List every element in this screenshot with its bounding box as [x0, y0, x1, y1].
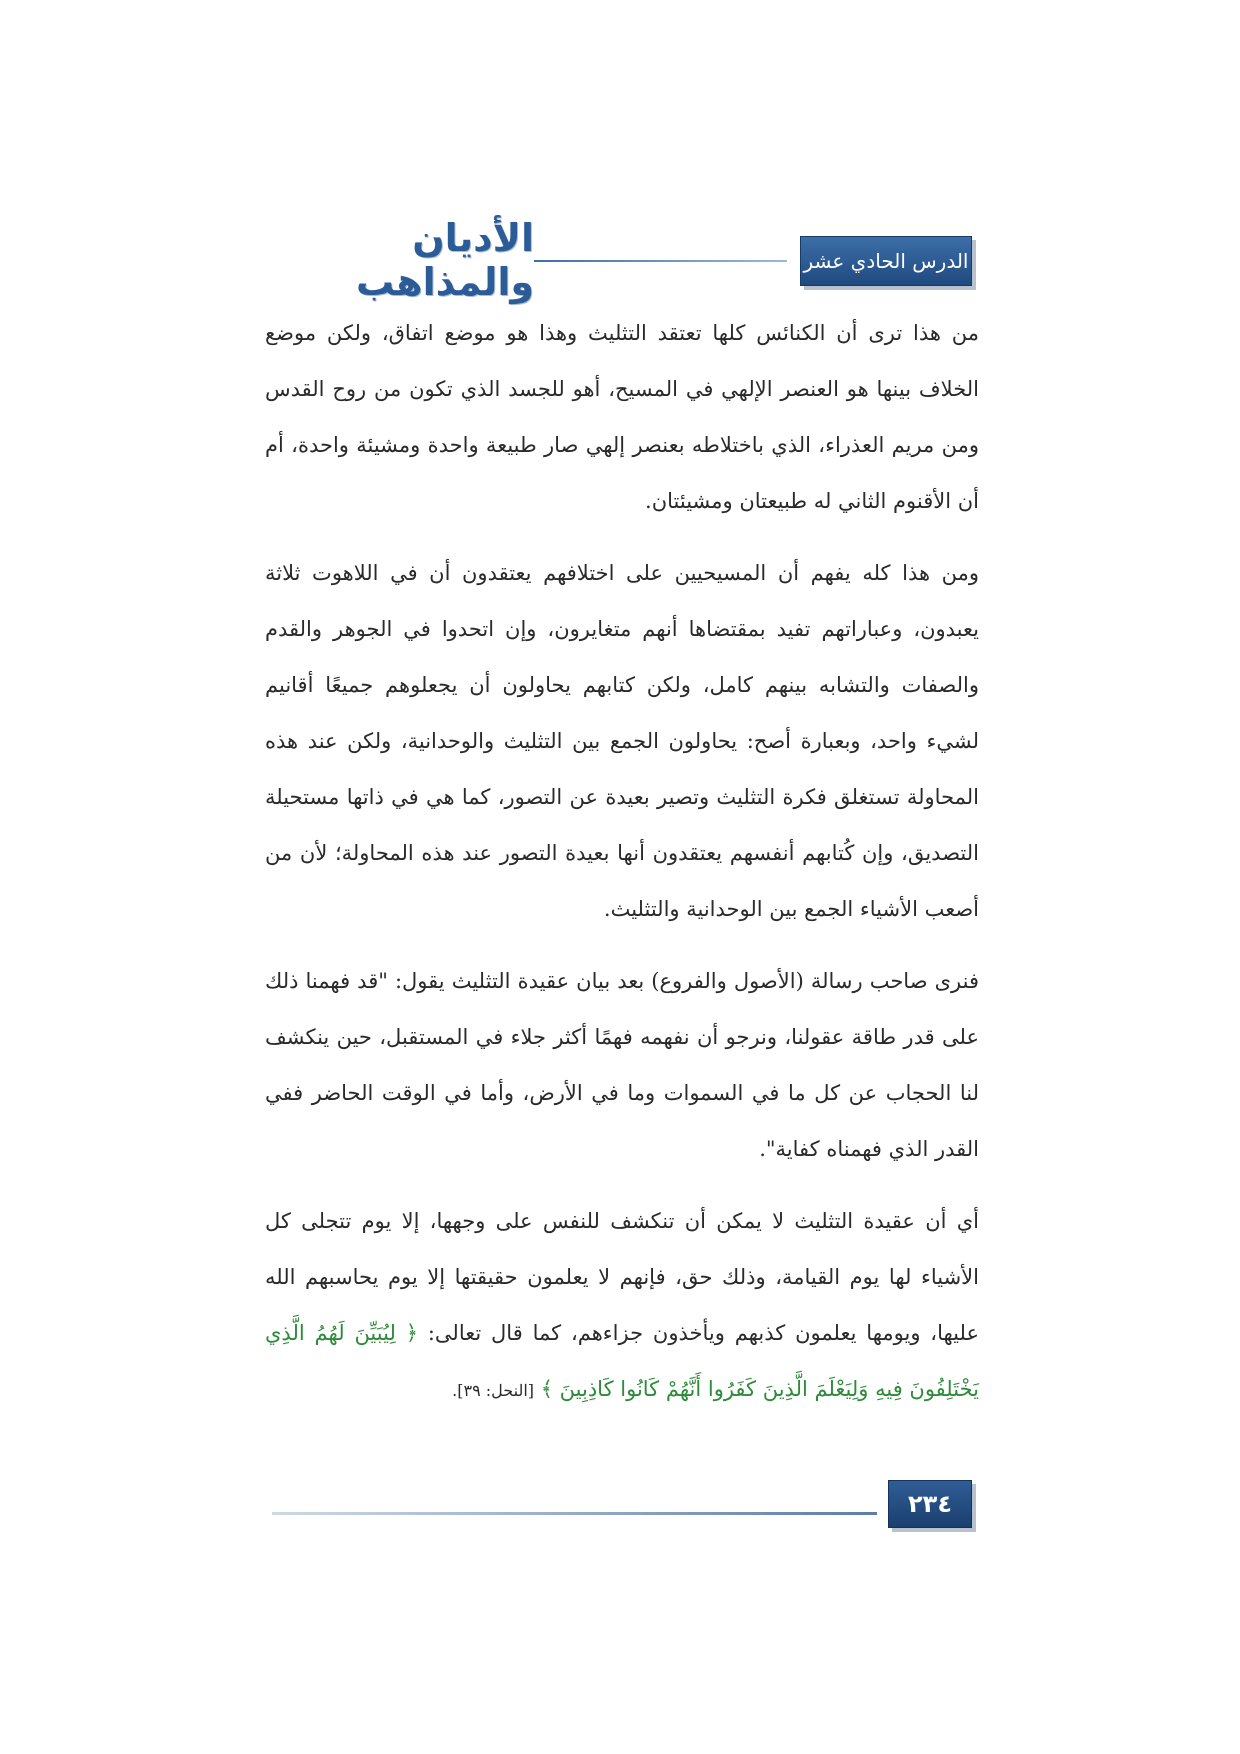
paragraph-2: ومن هذا كله يفهم أن المسيحيين على اختلافهم يعتقدون أن في اللاهوت ثلاثة يعبدون، وعباراتهم تفيد بمقتضاها أنهم متغايرون، وإن اتحدوا في الجوهر والقدم والصفات والتشابه بينهم كامل، ولكن كتابهم يحاولون أن يجعلوهم جميعًا أقانيم لشيء واحد، وبعبارة أصح: يحاولون الجمع بين التثليث والوحدانية، ولكن عند هذه المحاولة تستغلق فكرة التثليث وتصير بعيدة عن التصور، كما هي في ذاتها مستحيلة التصديق، وإن كُتابهم أنفسهم يعتقدون أنها بعيدة التصور عند هذه المحاولة؛ لأن من أصعب الأشياء الجمع بين الوحدانية والتثليث. [265, 561, 979, 921]
paragraph-1: من هذا ترى أن الكنائس كلها تعتقد التثليث وهذا هو موضع اتفاق، ولكن موضع الخلاف بينها هو العنصر الإلهي في المسيح، أهو للجسد الذي تكون من روح القدس ومن مريم العذراء، الذي باختلاطه بعنصر إلهي صار طبيعة واحدة ومشيئة واحدة، أم أن الأقنوم الثاني له طبيعتان ومشيئتان. [265, 321, 979, 513]
book-title: الأديان والمذاهب [356, 216, 534, 304]
lesson-badge: الدرس الحادي عشر [800, 236, 972, 286]
paragraph-3: فنرى صاحب رسالة (الأصول والفروع) بعد بيان عقيدة التثليث يقول: "قد فهمنا ذلك على قدر طاقة عقولنا، ونرجو أن نفهمه فهمًا أكثر جلاء في المستقبل، حين ينكشف لنا الحجاب عن كل ما في السموات وما في الأرض، وأما في الوقت الحاضر ففي القدر الذي فهمناه كفاية". [265, 969, 979, 1161]
paragraph-4 [265, 1193, 979, 1419]
page-number: ٢٣٤ [888, 1480, 972, 1528]
quran-verse: ﴿ لِيُبَيِّنَ لَهُمُ الَّذِي يَخْتَلِفُونَ فِيهِ وَلِيَعْلَمَ الَّذِينَ كَفَرُوا أَنَّهُمْ كَانُوا كَاذِبِينَ ﴾ [265, 1321, 979, 1401]
page-body [265, 305, 979, 1435]
page-header [272, 216, 972, 304]
page-footer [272, 1480, 972, 1530]
footer-divider [272, 1512, 877, 1515]
verse-reference: [النحل: ٣٩]. [452, 1381, 534, 1400]
header-divider [534, 260, 787, 262]
paragraph-4-text: أي أن عقيدة التثليث لا يمكن أن تنكشف للنفس على وجهها، إلا يوم تتجلى كل الأشياء لها يوم القيامة، وذلك حق، فإنهم لا يعلمون حقيقتها إلا يوم يحاسبهم الله عليها، ويومها يعلمون كذبهم ويأخذون جزاءهم، كما قال تعالى: [265, 1209, 979, 1345]
